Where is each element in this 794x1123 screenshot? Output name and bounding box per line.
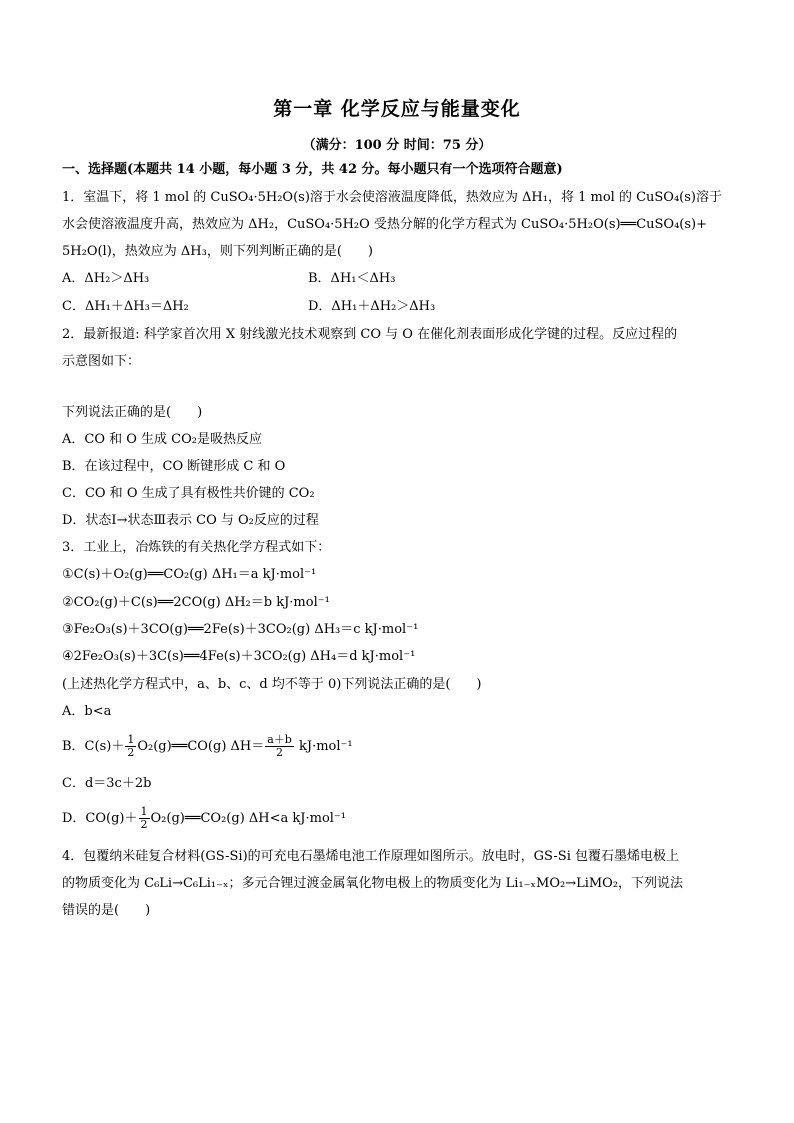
q1-line1: 1．室温下，将 1 mol 的 CuSO₄·5H₂O(s)溶于水会使溶液温度降低，热效应为 ΔH₁，将 1 mol 的 CuSO₄(s)溶于 <box>62 190 722 205</box>
q3-option-d-prefix: D．CO(g)＋ <box>62 811 138 826</box>
fraction-numerator: 1 <box>127 733 135 746</box>
q1-option-a: A．ΔH₂＞ΔH₃ <box>62 271 150 286</box>
q4-line3: 错误的是( ) <box>62 903 151 918</box>
q3-equation-2: ②CO₂(g)＋C(s)══2CO(g) ΔH₂＝b kJ·mol⁻¹ <box>62 595 330 610</box>
fraction-denominator: 2 <box>127 746 135 759</box>
fraction-half <box>139 806 150 831</box>
exam-info: （满分：100 分 时间：75 分） <box>302 138 492 153</box>
q2-option-c: C．CO 和 O 生成了具有极性共价键的 CO₂ <box>62 486 315 501</box>
q3-option-b-suffix: kJ·mol⁻¹ <box>294 739 353 754</box>
q3-line1: 3．工业上，冶炼铁的有关热化学方程式如下： <box>62 540 331 555</box>
q2-option-d: D．状态Ⅰ→状态Ⅲ表示 CO 与 O₂反应的过程 <box>62 513 319 528</box>
fraction-denominator: 2 <box>140 818 148 831</box>
q3-equation-1: ①C(s)＋O₂(g)══CO₂(g) ΔH₁＝a kJ·mol⁻¹ <box>62 567 317 582</box>
page-title: 第一章 化学反应与能量变化 <box>273 98 521 120</box>
q3-option-b <box>62 734 353 760</box>
fraction-a-plus-b <box>265 734 294 759</box>
q3-option-a: A．b<a <box>62 704 112 719</box>
q1-option-d: D．ΔH₁＋ΔH₂＞ΔH₃ <box>308 299 436 314</box>
q3-option-c: C．d＝3c＋2b <box>62 776 152 791</box>
q1-line3: 5H₂O(l)，热效应为 ΔH₃，则下列判断正确的是( ) <box>62 244 373 259</box>
q2-option-b: B．在该过程中，CO 断键形成 C 和 O <box>62 459 286 474</box>
q3-option-b-prefix: B．C(s)＋ <box>62 739 125 754</box>
fraction-denominator: 2 <box>276 746 284 759</box>
q4-line2: 的物质变化为 C₆Li→C₆Li₁₋ₓ；多元合锂过渡金属氧化物电极上的物质变化为 Li₁₋ₓMO₂→LiMO₂，下列说法 <box>62 876 684 891</box>
fraction-numerator: 1 <box>140 805 148 818</box>
q3-equation-3: ③Fe₂O₃(s)＋3CO(g)══2Fe(s)＋3CO₂(g) ΔH₃＝c kJ·mol⁻¹ <box>62 622 419 637</box>
fraction-numerator: a＋b <box>267 733 292 746</box>
q3-option-d-suffix: O₂(g)══CO₂(g) ΔH<a kJ·mol⁻¹ <box>150 811 347 826</box>
q1-option-b: B．ΔH₁＜ΔH₃ <box>308 271 396 286</box>
fraction-half <box>125 734 136 759</box>
q2-stem: 下列说法正确的是( ) <box>62 405 203 420</box>
q1-line2: 水会使溶液温度升高，热效应为 ΔH₂，CuSO₄·5H₂O 受热分解的化学方程式为 CuSO₄·5H₂O(s)══CuSO₄(s)+ <box>62 217 708 232</box>
q2-line2: 示意图如下： <box>62 354 141 369</box>
q3-option-d <box>62 806 346 832</box>
q1-option-c: C．ΔH₁＋ΔH₃＝ΔH₂ <box>62 299 189 314</box>
q2-option-a: A．CO 和 O 生成 CO₂是吸热反应 <box>62 432 262 447</box>
q2-line1: 2．最新报道: 科学家首次用 X 射线激光技术观察到 CO 与 O 在催化剂表面形成化学键的过程。反应过程的 <box>62 327 678 342</box>
q3-option-b-middle: O₂(g)══CO(g) ΔH＝ <box>137 739 265 754</box>
q3-stem: (上述热化学方程式中，a、b、c、d 均不等于 0)下列说法正确的是( ) <box>62 677 482 692</box>
q4-line1: 4．包覆纳米硅复合材料(GS-Si)的可充电石墨烯电池工作原理如图所示。放电时，GS-Si 包覆石墨烯电极上 <box>62 849 679 864</box>
section-heading: 一、选择题(本题共 14 小题，每小题 3 分，共 42 分。每小题只有一个选项符合题意) <box>62 162 563 177</box>
q3-equation-4: ④2Fe₂O₃(s)＋3C(s)══4Fe(s)＋3CO₂(g) ΔH₄＝d kJ·mol⁻¹ <box>62 649 416 664</box>
